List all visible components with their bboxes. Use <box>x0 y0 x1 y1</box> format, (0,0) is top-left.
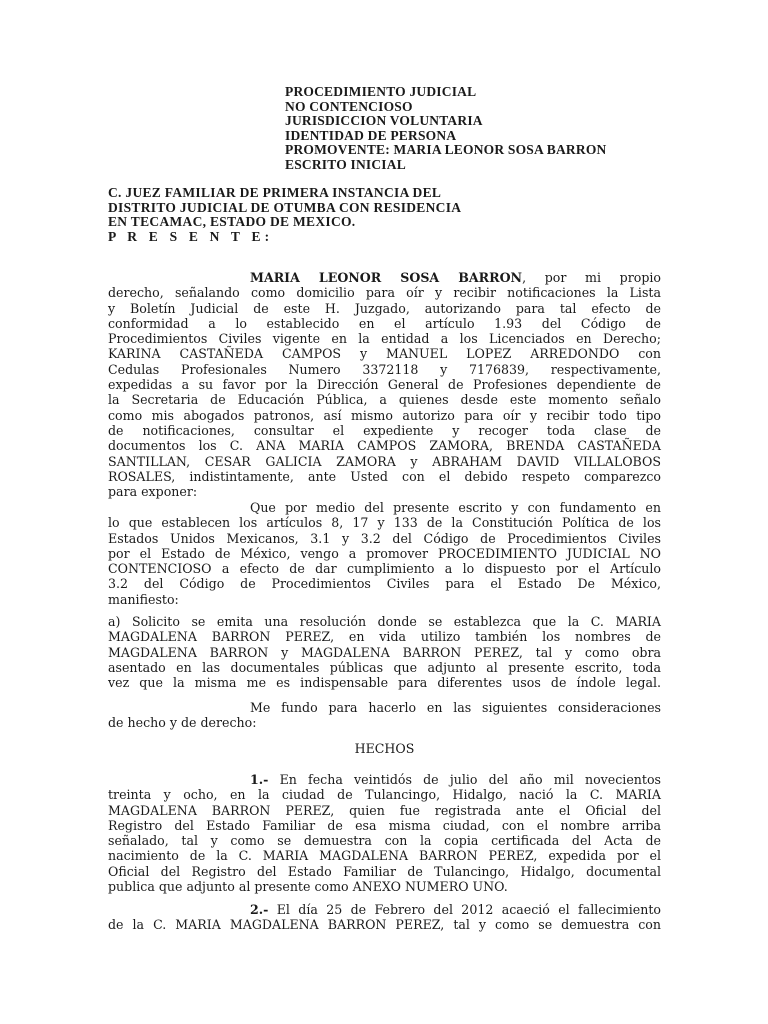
header-line: NO CONTENCIOSO <box>285 98 413 114</box>
foundation-paragraph <box>108 500 661 607</box>
paragraph-line: conformidad a lo establecido en el artículo 1.93 del Código de <box>108 315 661 331</box>
addressee-line: DISTRITO JUDICIAL DE OTUMBA CON RESIDENCIA <box>108 199 462 215</box>
paragraph-line <box>108 772 661 787</box>
hecho-2-paragraph <box>108 902 661 933</box>
paragraph-line <box>108 270 661 285</box>
paragraph-line: lo que establecen los artículos 8, 17 y 133 de la Constitución Política de los <box>108 515 661 531</box>
header-line: IDENTIDAD DE PERSONA <box>285 127 457 143</box>
paragraph-line: derecho, señalando como domicilio para oír y recibir notificaciones la Lista <box>108 285 661 301</box>
header-line: ESCRITO INICIAL <box>285 156 406 172</box>
addressee-block <box>108 186 461 244</box>
paragraph-line: SANTILLAN, CESAR GALICIA ZAMORA y ABRAHAM DAVID VILLALOBOS <box>108 453 661 469</box>
paragraph-line: vez que la misma me es indispensable para diferentes usos de índole legal. <box>108 675 661 691</box>
paragraph-line: 3.2 del Código de Procedimientos Civiles para el Estado De México, <box>108 576 661 592</box>
paragraph-line: Registro del Estado Familiar de esa misma ciudad, con el nombre arriba <box>108 817 661 833</box>
paragraph-line: nacimiento de la C. MARIA MAGDALENA BARRON PEREZ, expedida por el <box>108 848 661 864</box>
header-line: JURISDICCION VOLUNTARIA <box>285 113 483 129</box>
hecho-number: 2.- <box>250 902 269 917</box>
paragraph-line: MAGDALENA BARRON y MAGDALENA BARRON PEREZ, tal y como obra <box>108 644 661 660</box>
paragraph-line: KARINA CASTAÑEDA CAMPOS y MANUEL LOPEZ ARREDONDO con <box>108 346 661 362</box>
paragraph-line: por el Estado de México, vengo a promover PROCEDIMIENTO JUDICIAL NO <box>108 545 661 561</box>
paragraph-line: Procedimientos Civiles vigente en la entidad a los Licenciados en Derecho; <box>108 331 661 347</box>
paragraph-line: MAGDALENA BARRON PEREZ, quien fue registrada ante el Oficial del <box>108 802 661 818</box>
paragraph-line: Que por medio del presente escrito y con fundamento en <box>250 500 661 515</box>
intro-paragraph <box>108 270 661 499</box>
presente-line: P R E S E N T E: <box>108 228 274 244</box>
paragraph-line: Oficial del Registro del Estado Familiar de Tulancingo, Hidalgo, documental <box>108 863 661 879</box>
paragraph-line: CONTENCIOSO a efecto de dar cumplimiento a lo dispuesto por el Artículo <box>108 561 661 577</box>
paragraph-line: de notificaciones, consultar el expediente y recoger toda clase de <box>108 422 661 438</box>
request-paragraph <box>108 614 661 690</box>
paragraph-line <box>108 902 661 917</box>
paragraph-line: publica que adjunto al presente como ANEXO NUMERO UNO. <box>108 879 508 895</box>
hechos-heading: HECHOS <box>354 741 415 756</box>
paragraph-line: MAGDALENA BARRON PEREZ, en vida utilizo también los nombres de <box>108 629 661 645</box>
hecho-number: 1.- <box>250 772 269 787</box>
paragraph-line: manifiesto: <box>108 591 179 607</box>
addressee-line: C. JUEZ FAMILIAR DE PRIMERA INSTANCIA DEL <box>108 185 442 200</box>
paragraph-line: para exponer: <box>108 484 198 500</box>
paragraph-line: y Boletín Judicial de este H. Juzgado, autorizando para tal efecto de <box>108 300 661 316</box>
consideration-paragraph <box>108 700 661 731</box>
paragraph-line: señalado, tal y como se demuestra con la copia certificada del Acta de <box>108 833 661 849</box>
paragraph-text: El día 25 de Febrero del 2012 acaeció el fallecimiento <box>268 902 661 917</box>
paragraph-line: como mis abogados patronos, así mismo autorizo para oír y recibir todo tipo <box>108 407 661 423</box>
paragraph-line: la Secretaria de Educación Pública, a quienes desde este momento señalo <box>108 392 661 408</box>
paragraph-line: asentado en las documentales públicas que adjunto al presente escrito, toda <box>108 659 661 675</box>
paragraph-text: , por mi propio <box>522 270 661 285</box>
paragraph-line: documentos los C. ANA MARIA CAMPOS ZAMORA, BRENDA CASTAÑEDA <box>108 438 661 454</box>
paragraph-line: Estados Unidos Mexicanos, 3.1 y 3.2 del Código de Procedimientos Civiles <box>108 530 661 546</box>
promovente-name: MARIA LEONOR SOSA BARRON <box>250 270 523 285</box>
header-line: PROMOVENTE: MARIA LEONOR SOSA BARRON <box>285 142 607 158</box>
paragraph-text: En fecha veintidós de julio del año mil novecientos <box>268 772 661 787</box>
hecho-1-paragraph <box>108 772 661 894</box>
paragraph-line: de la C. MARIA MAGDALENA BARRON PEREZ, tal y como se demuestra con <box>108 917 661 933</box>
header-line: PROCEDIMIENTO JUDICIAL <box>285 84 477 99</box>
paragraph-line: treinta y ocho, en la ciudad de Tulancingo, Hidalgo, nació la C. MARIA <box>108 787 661 803</box>
paragraph-line: de hecho y de derecho: <box>108 715 257 731</box>
paragraph-line: a) Solicito se emita una resolución donde se establezca que la C. MARIA <box>108 614 661 629</box>
case-header <box>285 85 606 173</box>
paragraph-line: expedidas a su favor por la Dirección General de Profesiones dependiente de <box>108 377 661 393</box>
paragraph-line: Me fundo para hacerlo en las siguientes consideraciones <box>250 700 661 715</box>
addressee-line: EN TECAMAC, ESTADO DE MEXICO. <box>108 214 356 230</box>
paragraph-line: ROSALES, indistintamente, ante Usted con el debido respeto comparezco <box>108 468 661 484</box>
paragraph-line: Cedulas Profesionales Numero 3372118 y 7176839, respectivamente, <box>108 361 661 377</box>
